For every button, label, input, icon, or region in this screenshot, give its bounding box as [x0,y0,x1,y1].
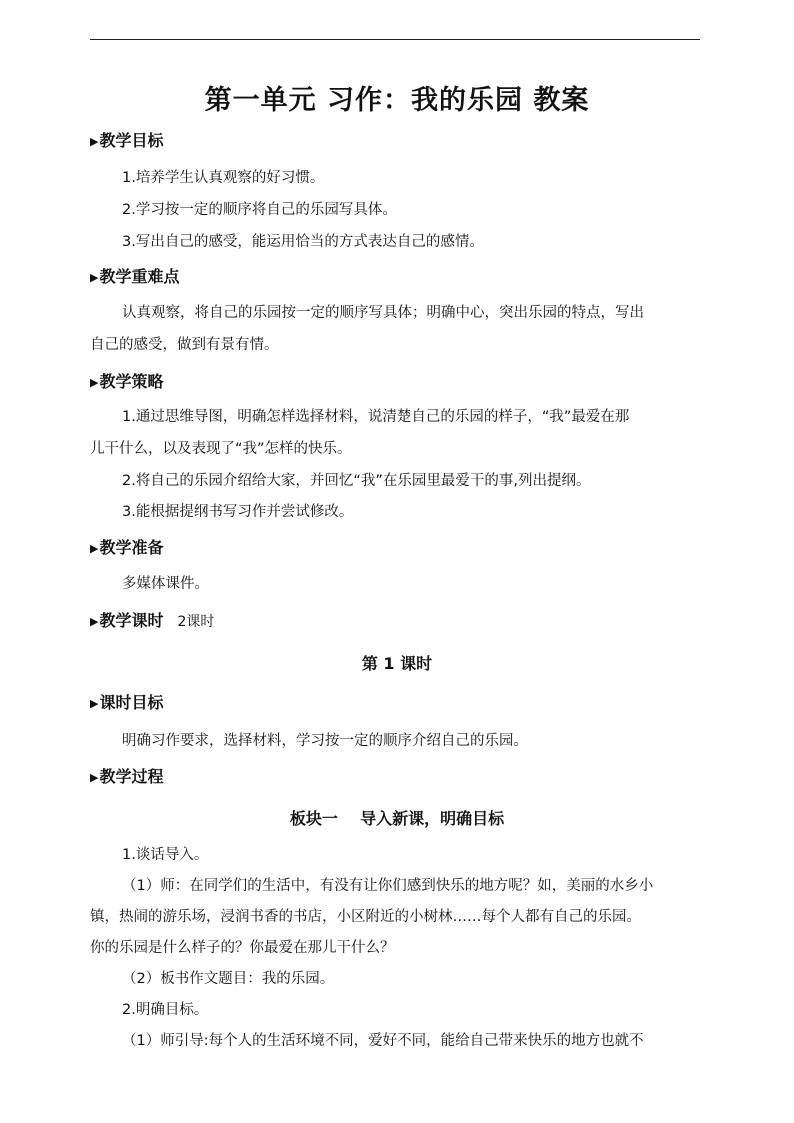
step-2-1-line-1: （1）师引导:每个人的生活环境不同，爱好不同，能给自己带来快乐的地方也就不 [122,1033,644,1049]
page-title: 第一单元 习作：我的乐园 教案 [204,85,590,116]
heading-label: 教学准备 [99,538,164,557]
key-points-line-1: 认真观察，将自己的乐园按一定的顺序写具体；明确中心，突出乐园的特点，写出 [122,305,644,321]
section-heading-prep [90,535,163,558]
step-1-1-line-2: 镇，热闹的游乐场，浸润书香的书店，小区附近的小树林……每个人都有自己的乐园。 [90,909,641,925]
triangle-bullet-icon: ▶ [90,771,99,784]
goal-item-2: 2.学习按一定的顺序将自己的乐园写具体。 [122,202,397,218]
triangle-bullet-icon: ▶ [90,697,99,710]
heading-label: 课时目标 [99,693,164,712]
section-heading-strategy [90,369,163,392]
section-heading-key-points [90,264,179,287]
step-2: 2.明确目标。 [122,1002,209,1018]
section-heading-goals [90,128,163,151]
strategy-item-1-line-1: 1.通过思维导图，明确怎样选择材料，说清楚自己的乐园的样子，“我”最爱在那 [122,409,630,425]
prep-text: 多媒体课件。 [122,576,209,592]
section-heading-objective [90,690,163,713]
heading-label: 教学过程 [99,767,164,786]
section-heading-process [90,764,163,787]
triangle-bullet-icon: ▶ [90,271,99,284]
heading-label: 教学目标 [99,131,164,150]
goal-item-1: 1.培养学生认真观察的好习惯。 [122,170,325,186]
heading-label: 教学策略 [99,372,164,391]
step-1: 1.谈话导入。 [122,847,209,863]
hours-value: 2课时 [177,614,215,630]
section-heading-hours [90,608,214,631]
strategy-item-3: 3.能根据提纲书写习作并尝试修改。 [122,504,354,520]
heading-label: 教学重难点 [99,267,180,286]
step-1-1-line-1: （1）师：在同学们的生活中，有没有让你们感到快乐的地方呢？如，美丽的水乡小 [122,878,654,894]
objective-text: 明确习作要求，选择材料，学习按一定的顺序介绍自己的乐园。 [122,733,528,749]
triangle-bullet-icon: ▶ [90,615,99,628]
step-1-2: （2）板书作文题目：我的乐园。 [122,971,335,987]
goal-item-3: 3.写出自己的感受，能运用恰当的方式表达自己的感情。 [122,234,484,250]
strategy-item-1-line-2: 儿干什么，以及表现了“我”怎样的快乐。 [90,441,352,457]
key-points-line-2: 自己的感受，做到有景有情。 [90,337,279,353]
triangle-bullet-icon: ▶ [90,135,99,148]
strategy-item-2: 2.将自己的乐园介绍给大家，并回忆“我”在乐园里最爱干的事,列出提纲。 [122,473,591,489]
triangle-bullet-icon: ▶ [90,542,99,555]
heading-label: 教学课时 [99,611,164,630]
triangle-bullet-icon: ▶ [90,376,99,389]
step-1-1-line-3: 你的乐园是什么样子的？你最爱在那儿干什么？ [90,940,395,956]
block-title: 板块一 导入新课，明确目标 [289,809,505,828]
header-rule [90,39,700,40]
lesson-title: 第 1 课时 [361,654,433,673]
